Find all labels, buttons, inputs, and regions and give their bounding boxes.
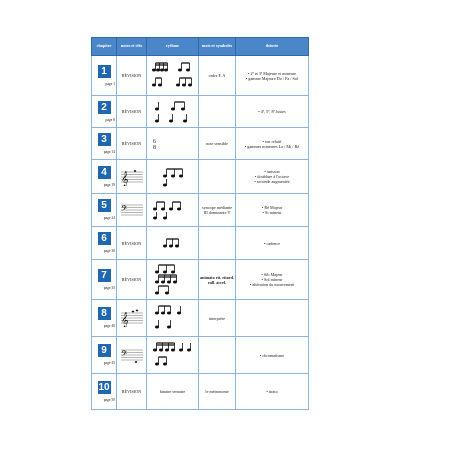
chapter-page: page 35 (103, 285, 115, 290)
symbols-cell (199, 96, 236, 128)
symbols-cell (199, 227, 236, 260)
chapter-number: 4 (98, 166, 111, 179)
symbols-cell (199, 160, 236, 194)
chapter-cell (92, 337, 117, 374)
theory-item: • seconde augmentée (254, 179, 290, 184)
notes-cell: RÉVISION (117, 227, 147, 260)
svg-text:𝄞: 𝄞 (120, 171, 129, 186)
notes-cell: RÉVISION (117, 128, 147, 160)
table-row (92, 227, 309, 260)
theory-item: • 2ª et 3ª Majeure et mineure (248, 70, 296, 76)
chapter-number: 1 (98, 65, 111, 78)
rhythm-notation-icon (151, 166, 195, 188)
theory-item: • tirato (266, 389, 278, 394)
chapter-cell (92, 194, 117, 227)
svg-text:𝄞: 𝄞 (120, 313, 129, 327)
header-mots-symboles: mots et symboles (199, 38, 236, 56)
symbols-cell: animato rit. ritard. rall. accel. (199, 260, 236, 300)
theory-item: • gammes mineures La / Mi / Ré (244, 143, 300, 149)
rhythm-cell (147, 160, 199, 194)
notes-cell (117, 300, 147, 337)
rhythm-cell: binaire ternaire (147, 374, 199, 410)
bass-clef-staff-icon (120, 346, 144, 364)
header-rythme: rythme (147, 38, 199, 56)
chapter-number: 3 (98, 133, 111, 146)
chapter-page: page 45 (103, 361, 115, 365)
theory-cell (236, 337, 309, 374)
theory-cell (236, 300, 309, 337)
rhythm-cell (147, 300, 199, 337)
rhythm-notation-icon (151, 236, 195, 250)
chapter-number: 8 (98, 307, 111, 320)
chapter-number: 2 (98, 101, 111, 114)
rhythm-cell (147, 260, 199, 300)
theory-cell (236, 227, 309, 260)
symbols-cell: syncope médiante III dominante V (199, 194, 236, 227)
notes-cell (117, 337, 147, 374)
treble-clef-staff-icon (120, 168, 144, 186)
theory-cell (236, 374, 309, 410)
symbols-cell: le métronome (199, 374, 236, 410)
symbols-cell: ordre F, A (199, 56, 236, 96)
table-row (92, 260, 309, 300)
chapter-number: 5 (98, 199, 111, 212)
chapter-page: page 1 (105, 81, 115, 86)
chapter-page: page 24 (103, 216, 115, 220)
notes-cell: RÉVISION (117, 56, 147, 96)
theory-cell (236, 128, 309, 160)
notes-cell (117, 160, 147, 194)
svg-text:𝄢: 𝄢 (120, 205, 127, 216)
chapter-number: 7 (98, 269, 111, 282)
theory-cell (236, 260, 309, 300)
treble-clef-staff-icon (120, 309, 144, 327)
rhythm-notation-icon (151, 199, 195, 221)
symbols-cell (199, 337, 236, 374)
rhythm-cell (147, 227, 199, 260)
chapter-number: 10 (98, 381, 110, 393)
chapter-cell (92, 227, 117, 260)
theory-item: • ton relatif (262, 138, 282, 144)
table-of-contents (91, 37, 309, 410)
chapter-cell (92, 96, 117, 128)
chapter-cell (92, 374, 117, 410)
chapter-page: page 8 (105, 117, 115, 122)
table-row (92, 300, 309, 337)
theory-cell (236, 56, 309, 96)
chapter-page: page 19 (103, 182, 115, 187)
theory-item: • Si mineur (262, 210, 282, 215)
chapter-page: page 50 (103, 397, 115, 402)
theory-item: • altération du mouvement (249, 282, 295, 287)
svg-text:𝄢: 𝄢 (120, 350, 127, 361)
rhythm-notation-icon (151, 340, 195, 370)
svg-text:6: 6 (152, 138, 156, 145)
rhythm-cell (147, 337, 199, 374)
table-row (92, 96, 309, 128)
theory-item: • Sol mineur (261, 277, 283, 282)
theory-item: • doublure à l'octave (254, 174, 290, 179)
chapter-page: page 30 (103, 249, 115, 253)
chapter-page: page 14 (103, 149, 115, 154)
chapter-number: 9 (98, 344, 111, 357)
notes-cell: RÉVISION (117, 260, 147, 300)
table-row (92, 128, 309, 160)
notes-cell (117, 194, 147, 227)
chapter-cell (92, 160, 117, 194)
rhythm-notation-icon (151, 263, 195, 297)
theory-item: • chromatisme (259, 352, 285, 358)
header-chapitre: chapitre (92, 38, 117, 56)
table-row (92, 194, 309, 227)
table-row (92, 337, 309, 374)
rhythm-notation-icon (151, 99, 195, 125)
table-row (92, 56, 309, 96)
theory-item: • 4ª, 5ª, 8ª Justes (258, 109, 286, 114)
header-theorie: théorie (236, 38, 309, 56)
chapter-cell (92, 260, 117, 300)
notes-cell: RÉVISION (117, 374, 147, 410)
notes-cell: RÉVISION (117, 96, 147, 128)
theory-item: • Ré Majeur (261, 205, 283, 210)
rhythm-cell (147, 96, 199, 128)
chapter-page: page 40 (103, 324, 115, 328)
rhythm-notation-icon (150, 61, 196, 91)
rhythm-notation-icon (151, 303, 195, 333)
chapter-number: 6 (98, 232, 111, 245)
symbols-cell: note sensible (199, 128, 236, 160)
theory-item: • gamme Majeure Do / Fa / Sol (245, 75, 299, 81)
bass-clef-staff-icon (120, 201, 144, 219)
header-notes-cles: notes et clés (117, 38, 147, 56)
chapter-cell (92, 300, 117, 337)
table-row (92, 374, 309, 410)
theory-item: • cadence (264, 240, 280, 246)
table-row (92, 160, 309, 194)
svg-text:8: 8 (152, 144, 156, 151)
rhythm-cell (147, 56, 199, 96)
theory-cell (236, 160, 309, 194)
theory-item: • unisson (264, 169, 280, 174)
theory-item: • Sib Majeur (261, 272, 283, 277)
chapter-cell (92, 128, 117, 160)
time-signature-icon (151, 137, 195, 151)
rhythm-cell (147, 128, 199, 160)
theory-cell (236, 194, 309, 227)
theory-cell (236, 96, 309, 128)
header-row (92, 38, 309, 56)
chapter-cell (92, 56, 117, 96)
rhythm-cell (147, 194, 199, 227)
symbols-cell: interprète (199, 300, 236, 337)
